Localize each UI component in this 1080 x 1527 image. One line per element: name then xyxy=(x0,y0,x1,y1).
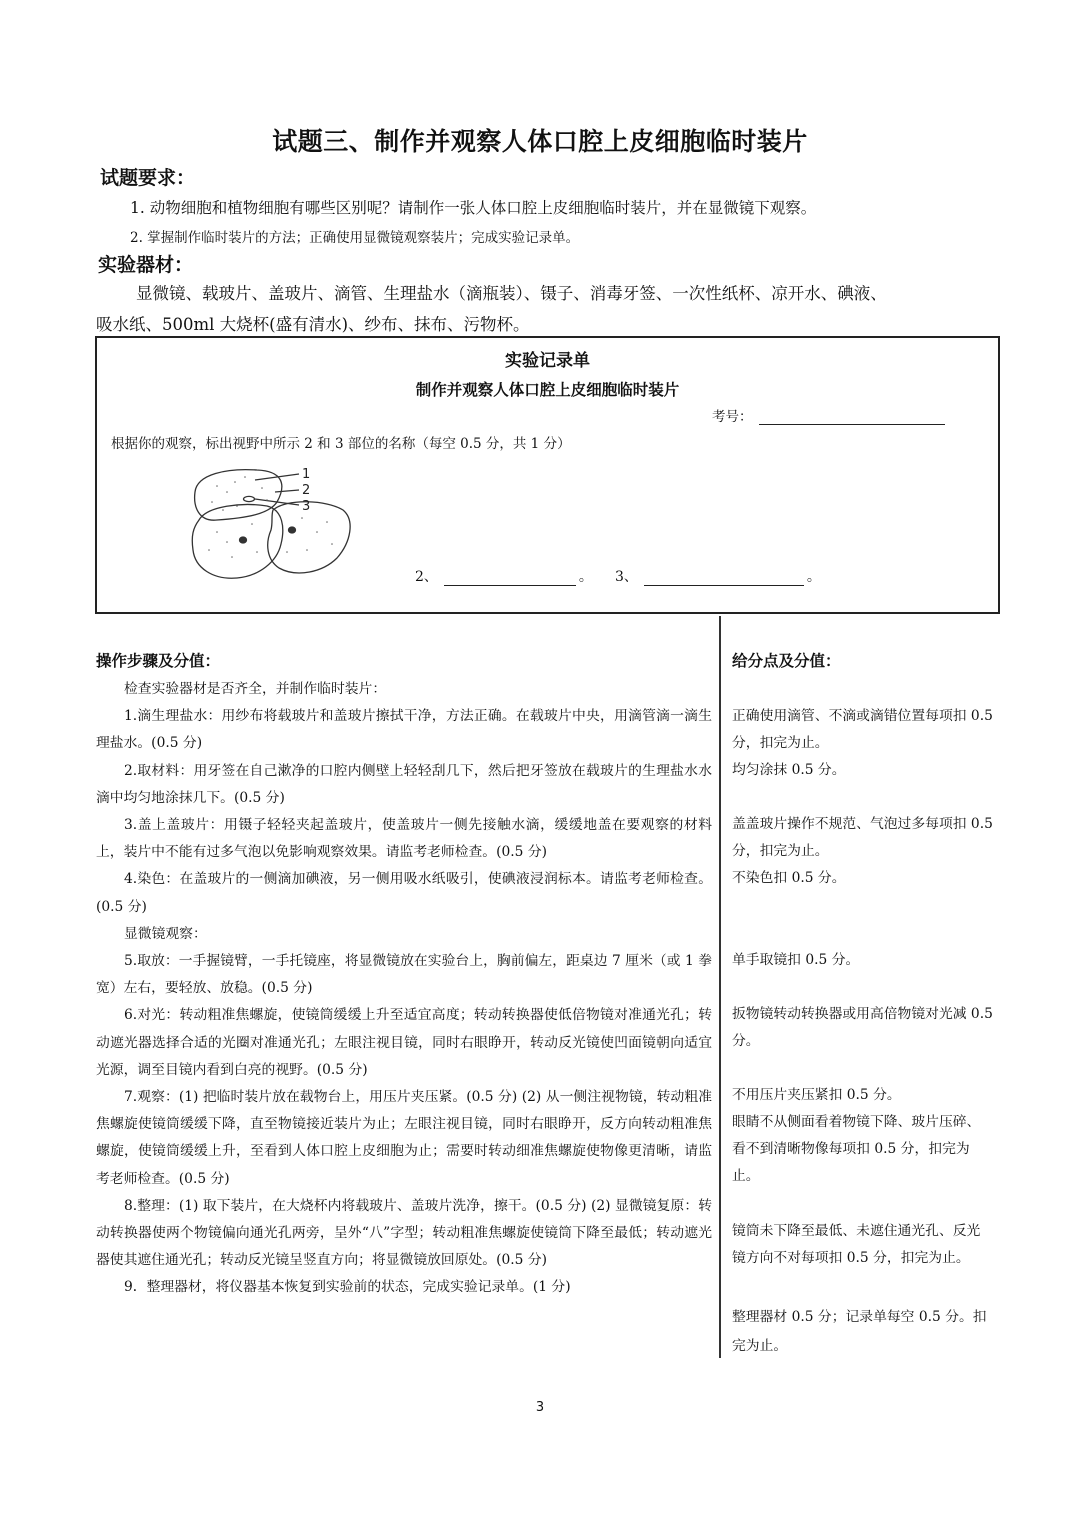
step-9: 9．整理器材，将仪器基本恢复到实验前的状态，完成实验记录单。(1 分) xyxy=(124,1279,571,1296)
nucleus-left xyxy=(240,537,247,543)
answer-3-blank[interactable] xyxy=(644,569,804,586)
exam-number-blank[interactable] xyxy=(759,408,945,425)
point-4-text: 不染色扣 0.5 分。 xyxy=(732,870,846,886)
point-7-text: 不用压片夹压紧扣 0.5 分。 xyxy=(732,1087,901,1103)
pointer-line-2 xyxy=(275,490,299,492)
pointer-line-1 xyxy=(255,474,299,480)
point-1 xyxy=(732,703,994,757)
page-title: 试题三、制作并观察人体口腔上皮细胞临时装片 xyxy=(272,127,808,156)
answer-3-field[interactable] xyxy=(615,566,821,586)
requirement-item-1: 1. 动物细胞和植物细胞有哪些区别呢？请制作一张人体口腔上皮细胞临时装片，并在显微镜下观察。 xyxy=(130,199,817,217)
step-6: 6.对光：转动粗准焦螺旋，使镜筒缓缓上升至适宜高度；转动转换器使低倍物镜对准通光孔；转动遮光器选择合适的光圈对准通光孔；左眼注视目镜，同时右眼睁开，转动反光镜使凹面镜朝向适宜光源，调至目镜内看到白亮的视野。(0.5 分) xyxy=(96,1007,712,1078)
materials-line-2: 吸水纸、500ml 大烧杯(盛有清水)、纱布、抹布、污物杯。 xyxy=(96,315,530,334)
requirement-item-2: 2. 掌握制作临时装片的方法；正确使用显微镜观察装片；完成实验记录单。 xyxy=(130,230,580,246)
page-number: 3 xyxy=(535,1400,545,1415)
materials-list xyxy=(96,278,996,340)
step-microscope-heading: 显微镜观察： xyxy=(124,925,207,942)
record-instruction: 根据你的观察，标出视野中所示 2 和 3 部位的名称（每空 0.5 分，共 1 分） xyxy=(111,436,571,452)
steps-list xyxy=(96,676,712,1302)
point-3-text: 盖盖玻片操作不规范、气泡过多每项扣 0.5 分，扣完为止。 xyxy=(732,816,993,860)
answer-2-field[interactable] xyxy=(415,566,593,586)
step-intro: 检查实验器材是否齐全，并制作临时装片： xyxy=(124,681,387,697)
point-8 xyxy=(732,1109,994,1191)
points-heading: 给分点及分值： xyxy=(732,652,841,670)
materials-heading: 实验器材： xyxy=(98,254,194,276)
point-5 xyxy=(732,947,994,974)
exam-number-field[interactable] xyxy=(712,405,945,425)
steps-heading: 操作步骤及分值： xyxy=(96,652,221,670)
point-10-text: 整理器材 0.5 分；记录单每空 0.5 分。扣完为止。 xyxy=(732,1309,987,1354)
point-6-text: 扳物镜转动转换器或用高倍物镜对光减 0.5 分。 xyxy=(732,1006,993,1050)
point-8-text: 眼睛不从侧面看着物镜下降、玻片压碎、看不到清晰物像每项扣 0.5 分，扣完为止。 xyxy=(732,1114,981,1185)
step-1: 1.滴生理盐水：用纱布将载玻片和盖玻片擦拭干净，方法正确。在载玻片中央，用滴管滴一滴生理盐水。(0.5 分) xyxy=(96,708,712,752)
answer-2-period: 。 xyxy=(578,569,593,585)
nucleus-right xyxy=(289,527,296,533)
point-2 xyxy=(732,757,994,784)
requirements-heading: 试题要求： xyxy=(100,167,196,189)
cheek-cell-diagram xyxy=(187,462,457,582)
answer-3-label: 3、 xyxy=(615,569,638,585)
step-7: 7.观察：(1) 把临时装片放在载物台上，用压片夹压紧。(0.5 分) (2) 从一侧注视物镜，转动粗准焦螺旋使镜筒缓缓下降，直至物镜接近装片为止；左眼注视目镜，同时右眼睁开，反方向转动粗准焦螺旋，使镜筒缓缓上升，至看到人体口腔上皮细胞为止；需要时转动细准焦螺旋使物像更清晰，请监考老师检查。(0.5 分) xyxy=(96,1089,712,1187)
point-1-text: 正确使用滴管、不滴或滴错位置每项扣 0.5 分，扣完为止。 xyxy=(732,708,993,752)
step-3: 3.盖上盖玻片：用镊子轻轻夹起盖玻片，使盖玻片一侧先接触水滴，缓缓地盖在要观察的材料上，装片中不能有过多气泡以免影响观察效果。请监考老师检查。(0.5 分) xyxy=(96,817,712,861)
record-subtitle: 制作并观察人体口腔上皮细胞临时装片 xyxy=(415,381,680,399)
diagram-label-1: 1 xyxy=(302,467,311,482)
point-7 xyxy=(732,1082,994,1109)
diagram-label-3: 3 xyxy=(302,499,311,514)
point-4 xyxy=(732,865,994,892)
answer-3-period: 。 xyxy=(806,569,821,585)
step-5: 5.取放：一手握镜臂，一手托镜座，将显微镜放在实验台上，胸前偏左，距桌边 7 厘米（或 1 拳宽）左右，要轻放、放稳。(0.5 分) xyxy=(96,953,712,997)
answer-2-blank[interactable] xyxy=(444,569,576,586)
step-2: 2.取材料：用牙签在自己漱净的口腔内侧壁上轻轻刮几下，然后把牙签放在载玻片的生理盐水水滴中均匀地涂抹几下。(0.5 分) xyxy=(96,762,712,806)
materials-line-1: 显微镜、载玻片、盖玻片、滴管、生理盐水（滴瓶装）、镊子、消毒牙签、一次性纸杯、凉开水、碘液、 xyxy=(136,284,887,303)
point-2-text: 均匀涂抹 0.5 分。 xyxy=(732,762,846,778)
nucleus-top xyxy=(244,496,255,501)
record-title: 实验记录单 xyxy=(505,351,590,371)
record-sheet xyxy=(95,336,1000,614)
point-5-text: 单手取镜扣 0.5 分。 xyxy=(732,952,860,968)
point-9 xyxy=(732,1218,994,1272)
column-divider xyxy=(719,616,721,1358)
point-10 xyxy=(732,1303,994,1361)
step-4: 4.染色：在盖玻片的一侧滴加碘液，另一侧用吸水纸吸引，使碘液浸润标本。请监考老师检查。(0.5 分) xyxy=(96,871,712,915)
cell-outline-left xyxy=(192,505,283,579)
point-9-text: 镜筒未下降至最低、未遮住通光孔、反光镜方向不对每项扣 0.5 分，扣完为止。 xyxy=(732,1223,981,1267)
point-6 xyxy=(732,1001,994,1055)
step-8: 8.整理：(1) 取下装片，在大烧杯内将载玻片、盖玻片洗净，擦干。(0.5 分) (2) 显微镜复原：转动转换器使两个物镜偏向通光孔两旁，呈外“八”字型；转动粗准焦螺旋使镜筒下降至最低；转动遮光器使其遮住通光孔；转动反光镜呈竖直方向；将显微镜放回原处。(0.5 分) xyxy=(96,1197,712,1269)
exam-number-label: 考号： xyxy=(712,409,753,425)
diagram-label-2: 2 xyxy=(302,483,311,498)
point-3 xyxy=(732,811,994,865)
answer-2-label: 2、 xyxy=(415,569,438,585)
